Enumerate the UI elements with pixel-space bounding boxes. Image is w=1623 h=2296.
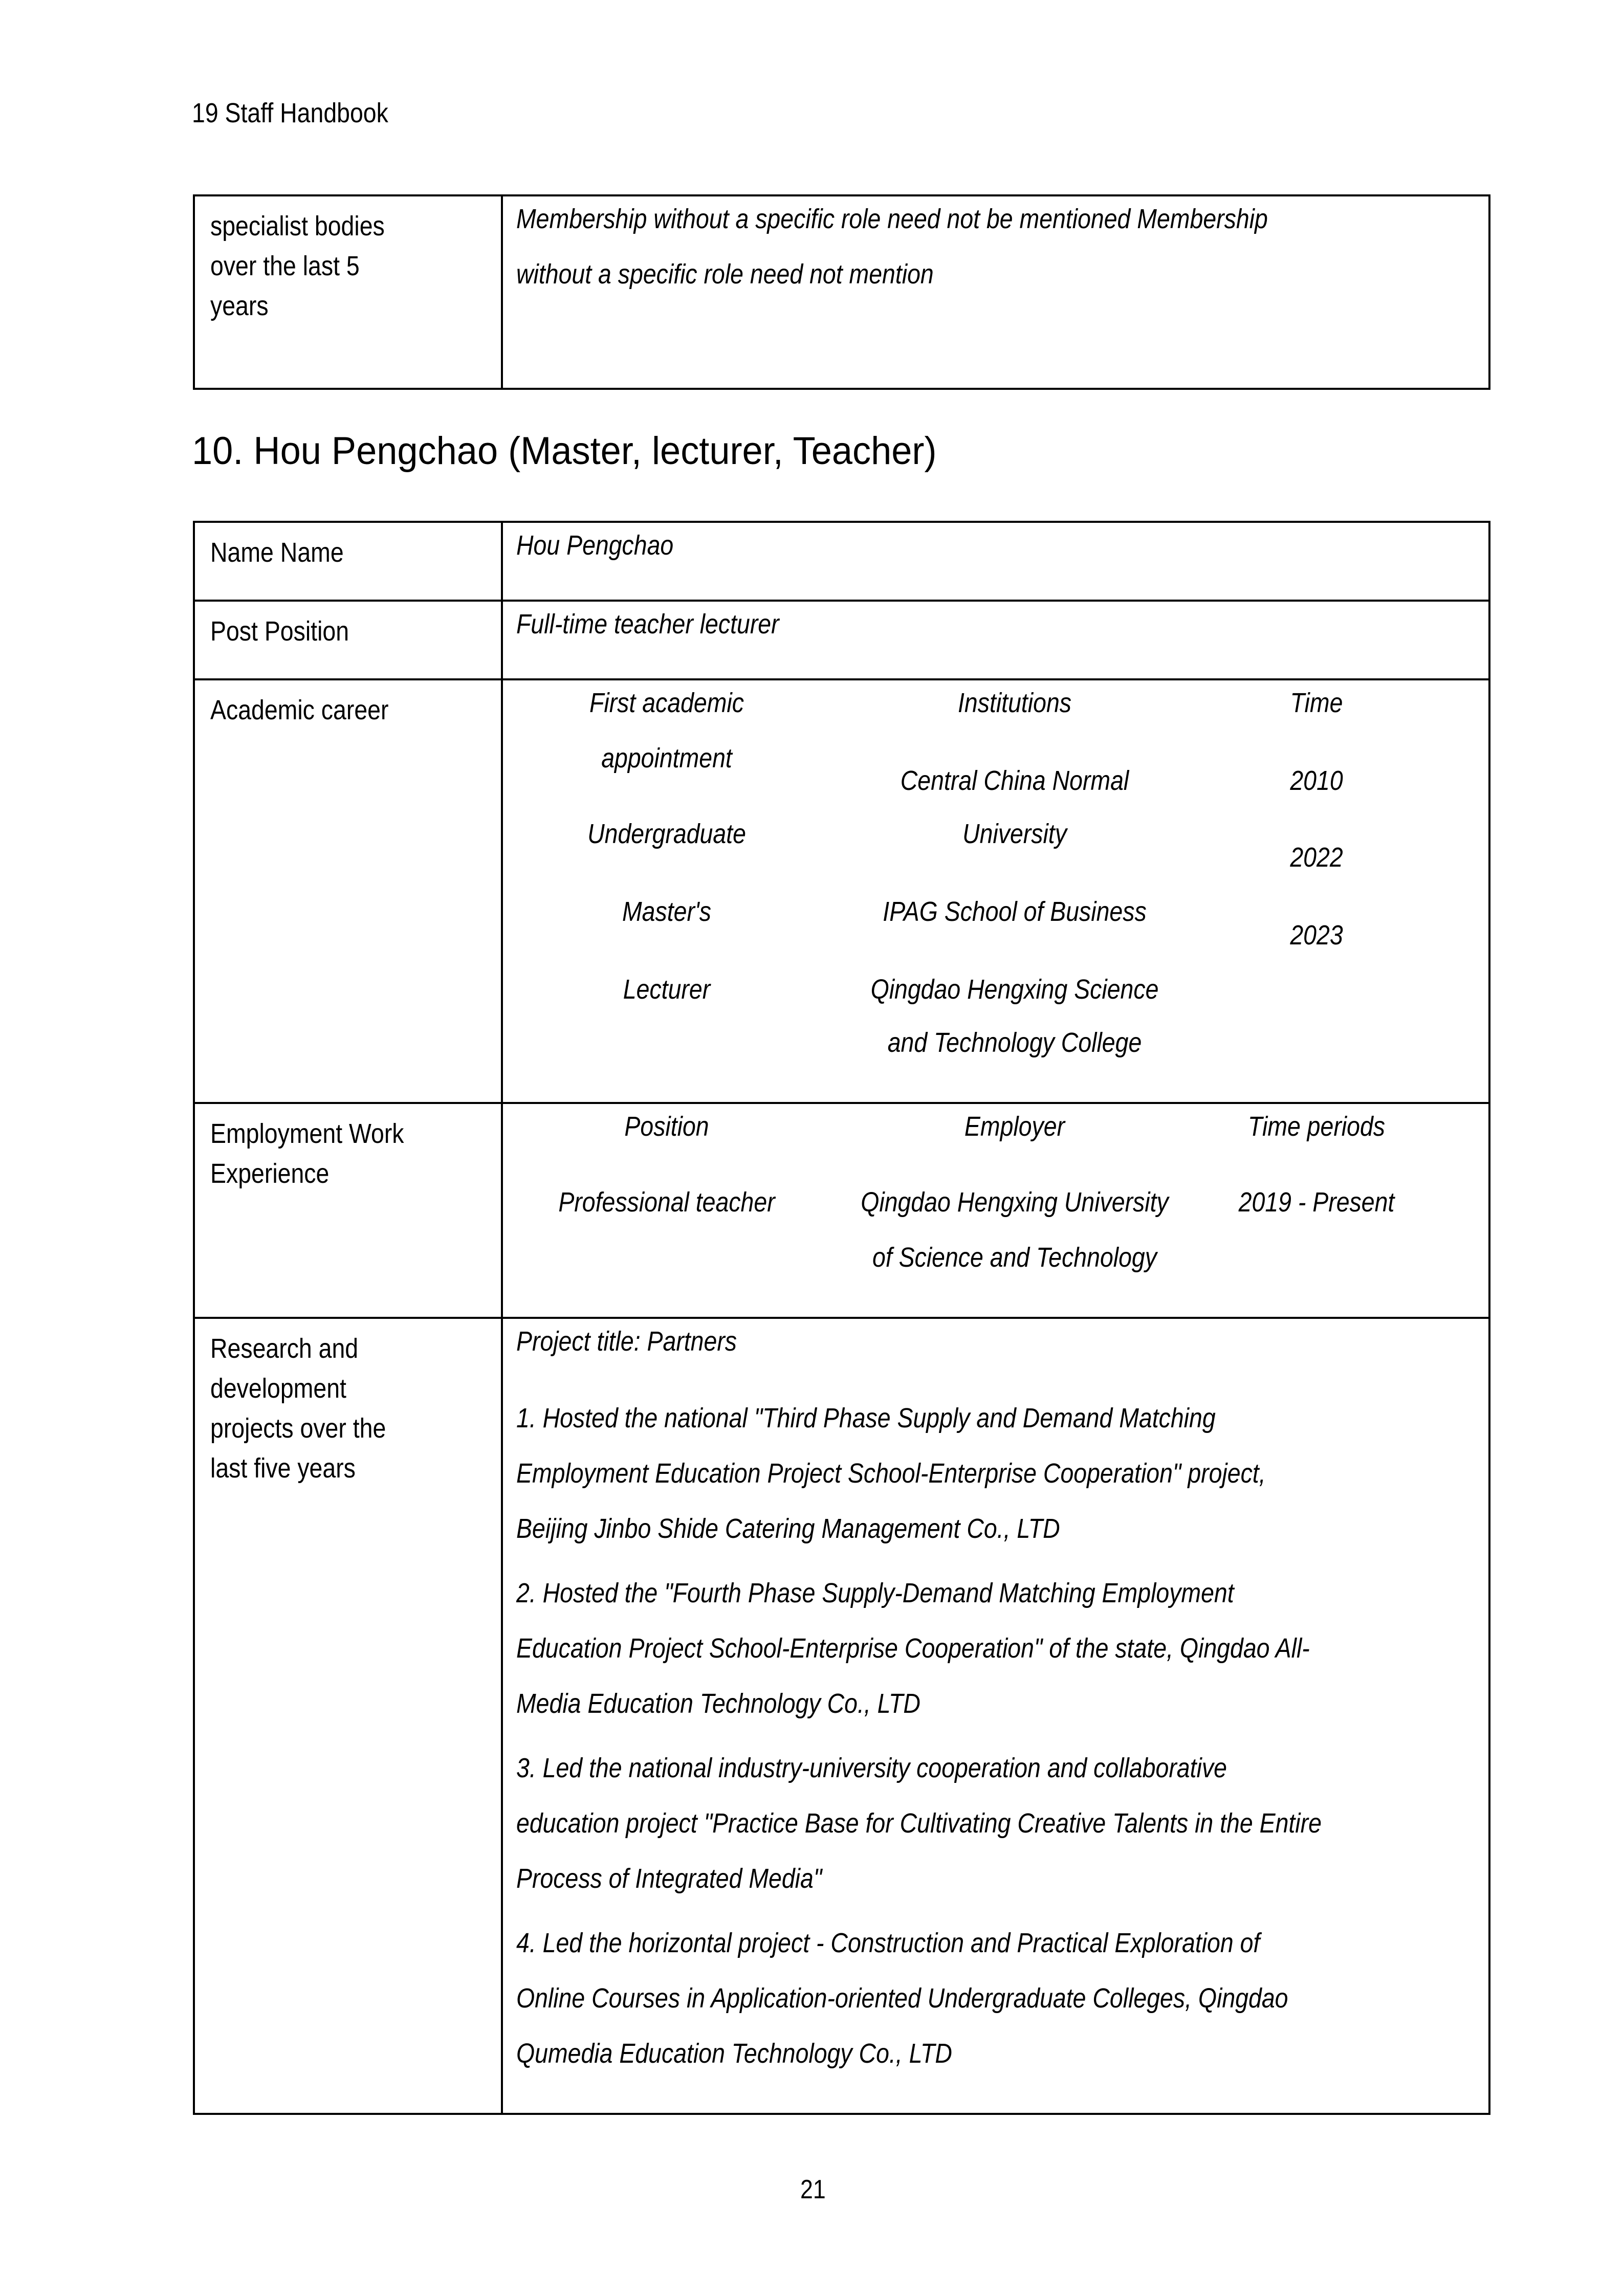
project-item [516, 1915, 1478, 2081]
employment-label-line: Employment Work [210, 1118, 404, 1149]
label-cell [194, 1318, 502, 2114]
name-value: Hou Pengchao [516, 530, 674, 561]
position-value: Professional teacher [558, 1187, 775, 1218]
institution-header: Institutions [957, 688, 1071, 718]
employment-col-position [503, 1111, 830, 1273]
previous-table-tail [193, 194, 1490, 390]
project-line: 3. Led the national industry-university cooperation and collaborative [516, 1753, 1227, 1783]
project-line: 1. Hosted the national "Third Phase Supply and Demand Matching [516, 1403, 1216, 1433]
institution-line: and Technology College [887, 1027, 1142, 1058]
label-line: specialist bodies [210, 211, 385, 241]
time-value: 2010 [1290, 765, 1343, 796]
time-period-value: 2019 - Present [1238, 1187, 1395, 1218]
employment-label-line: Experience [210, 1158, 330, 1189]
project-line: education project "Practice Base for Cultivating Creative Talents in the Entire [516, 1808, 1322, 1839]
academic-col-time [1199, 688, 1434, 1058]
institution-line: Central China Normal [900, 765, 1129, 796]
project-item [516, 1565, 1478, 1731]
employment-col-employer [830, 1111, 1199, 1273]
academic-role-header: appointment [601, 743, 732, 774]
value-cell [502, 1103, 1489, 1318]
row-name [194, 522, 1489, 601]
label-cell [194, 195, 502, 389]
project-line: Media Education Technology Co., LTD [516, 1688, 920, 1719]
employment-grid [503, 1111, 1488, 1273]
project-item [516, 1740, 1478, 1906]
project-line: 4. Led the horizontal project - Construction and Practical Exploration of [516, 1928, 1260, 1958]
research-label-line: projects over the [210, 1413, 386, 1444]
row-employment [194, 1103, 1489, 1318]
label-line: years [210, 291, 269, 321]
label-cell [194, 1103, 502, 1318]
project-line: 2. Hosted the "Fourth Phase Supply-Demand Matching Employment [516, 1578, 1234, 1608]
project-line: Education Project School-Enterprise Cooperation" of the state, Qingdao All- [516, 1633, 1310, 1664]
time-value: 2022 [1290, 842, 1343, 873]
academic-col-institution [830, 688, 1199, 1058]
institution-line: Qingdao Hengxing Science [870, 974, 1159, 1005]
employment-col-time [1199, 1111, 1434, 1273]
project-item [516, 1390, 1478, 1556]
project-line: Process of Integrated Media" [516, 1863, 822, 1894]
value-cell [502, 195, 1489, 389]
label-line: over the last 5 [210, 251, 360, 281]
academic-career-label: Academic career [210, 695, 389, 725]
project-line: Beijing Jinbo Shide Catering Management Co., LTD [516, 1513, 1060, 1544]
section-title: 10. Hou Pengchao (Master, lecturer, Teacher) [192, 429, 937, 473]
academic-col-role [503, 688, 830, 1058]
research-label-line: development [210, 1373, 346, 1404]
row-academic-career [194, 679, 1489, 1103]
academic-role: Lecturer [623, 974, 711, 1005]
project-line: Employment Education Project School-Enterprise Cooperation" project, [516, 1458, 1266, 1489]
value-line: without a specific role need not mention [516, 259, 934, 290]
label-cell [194, 679, 502, 1103]
row-post [194, 601, 1489, 679]
project-title: Project title: Partners [516, 1326, 737, 1357]
time-value: 2023 [1290, 920, 1343, 951]
academic-role: Master's [622, 896, 712, 927]
page-number: 21 [800, 2175, 826, 2204]
project-line: Qumedia Education Technology Co., LTD [516, 2038, 952, 2069]
employer-line: Qingdao Hengxing University [861, 1187, 1169, 1218]
academic-role: Undergraduate [587, 819, 746, 849]
employer-header: Employer [964, 1111, 1065, 1142]
institution-line: IPAG School of Business [883, 896, 1147, 927]
row-research [194, 1318, 1489, 2114]
value-cell [502, 522, 1489, 601]
running-header: 19 Staff Handbook [192, 98, 388, 128]
value-cell [502, 1318, 1489, 2114]
research-label-line: last five years [210, 1453, 356, 1484]
academic-role-header: First academic [589, 688, 744, 718]
name-label: Name Name [210, 537, 344, 568]
value-line: Membership without a specific role need not be mentioned Membership [516, 204, 1268, 234]
project-line: Online Courses in Application-oriented Undergraduate Colleges, Qingdao [516, 1983, 1288, 2014]
position-header: Position [624, 1111, 709, 1142]
post-value: Full-time teacher lecturer [516, 609, 779, 639]
label-cell [194, 601, 502, 679]
employer-line: of Science and Technology [872, 1242, 1157, 1273]
value-cell [502, 679, 1489, 1103]
academic-career-grid [503, 688, 1488, 1058]
value-cell [502, 601, 1489, 679]
time-periods-header: Time periods [1247, 1111, 1385, 1142]
institution-line: University [962, 819, 1067, 849]
label-cell [194, 522, 502, 601]
profile-table [193, 521, 1490, 2115]
research-label-line: Research and [210, 1333, 359, 1364]
post-label: Post Position [210, 616, 349, 647]
time-header: Time [1290, 688, 1343, 718]
